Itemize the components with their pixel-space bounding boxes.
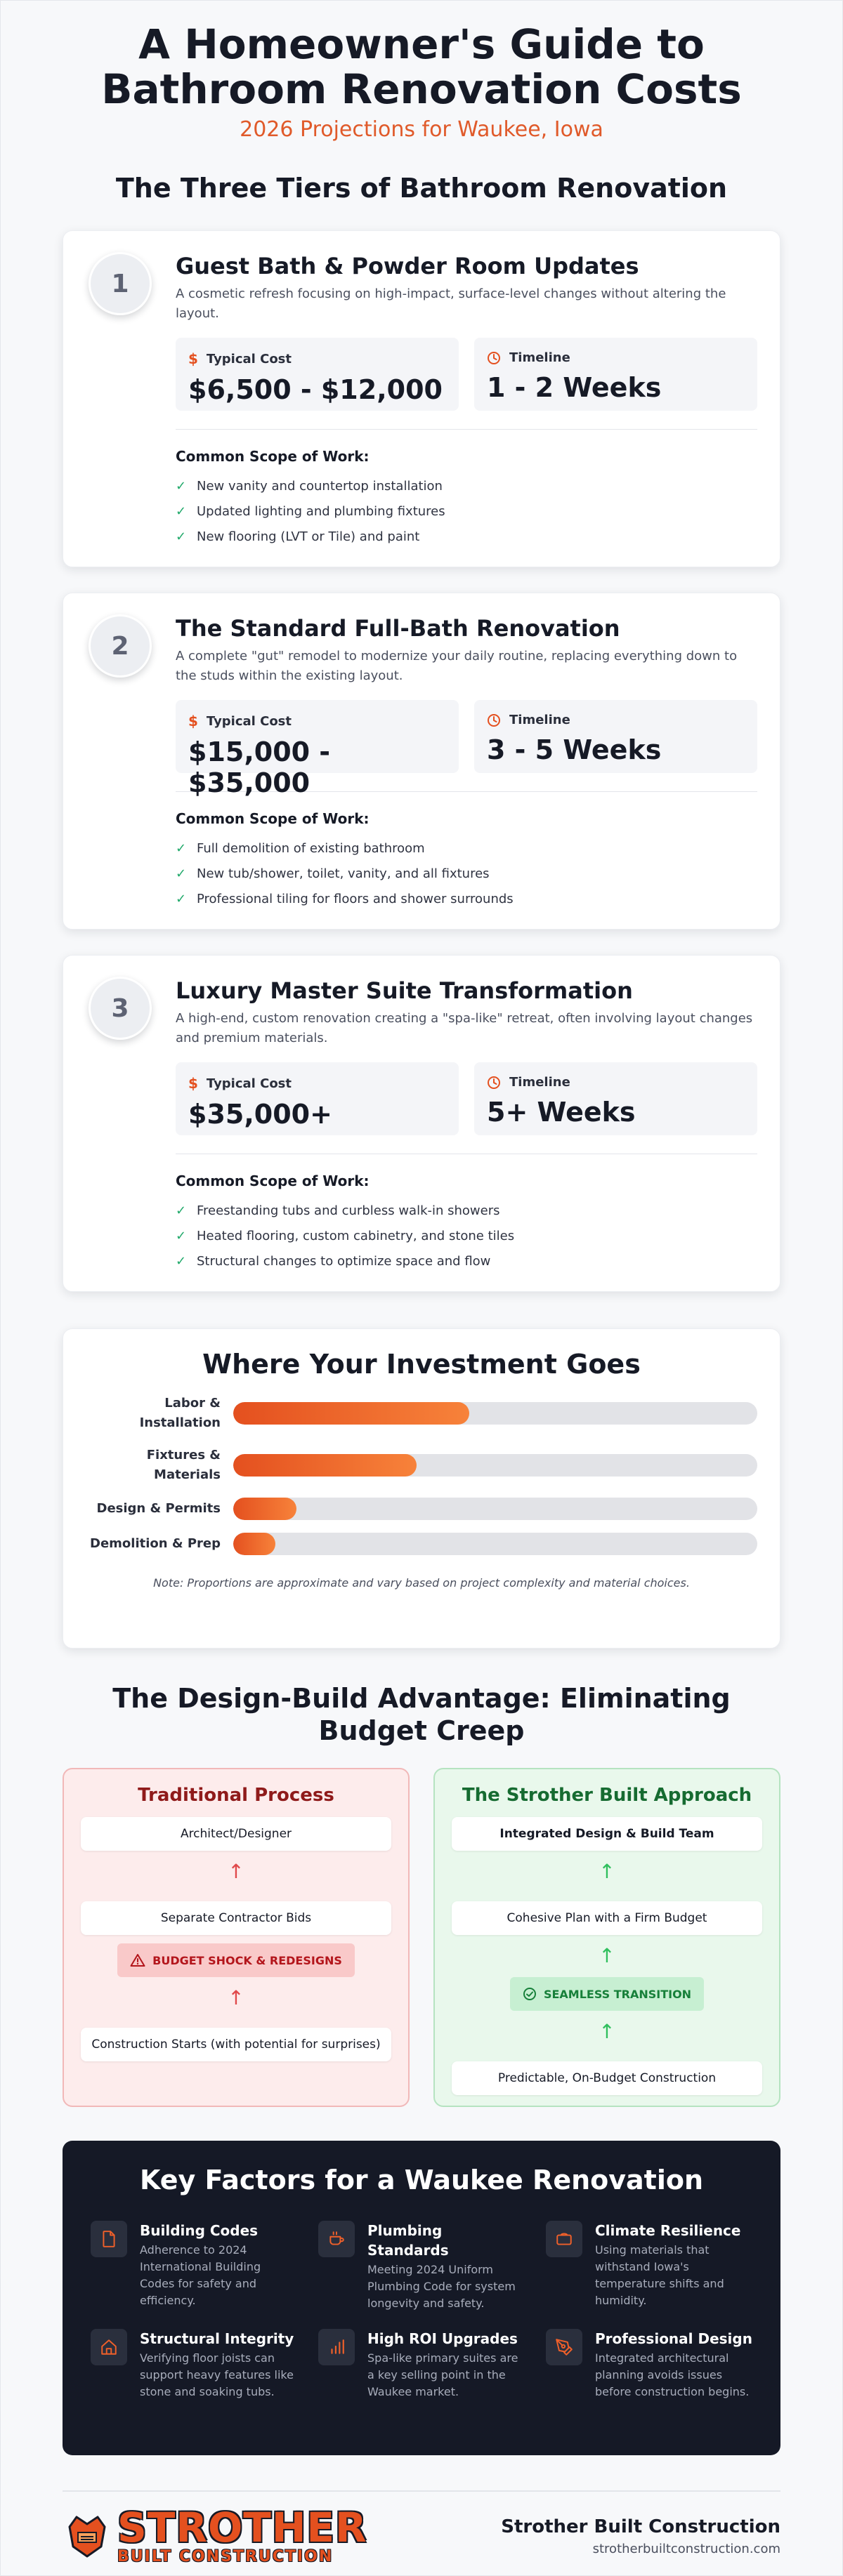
timeline-value: 1 - 2 Weeks [487, 372, 662, 403]
factor-item [546, 2221, 752, 2312]
investment-card [63, 1328, 780, 1649]
faucet-icon [327, 2230, 346, 2248]
dollar-icon: $ [188, 350, 198, 367]
page-subtitle: 2026 Projections for Waukee, Iowa [240, 117, 603, 142]
bar-fill [233, 1533, 275, 1555]
budget-shock-alert: BUDGET SHOCK & REDESIGNS [117, 1943, 355, 1977]
factor-item [91, 2221, 297, 2312]
scope-title: Common Scope of Work: [176, 810, 370, 827]
tier-description: A complete "gut" remodel to modernize your daily routine, replacing everything down to the studs within the existing layout. [176, 649, 738, 683]
tier-title: The Standard Full-Bath Renovation [176, 615, 620, 642]
factor-text: Meeting 2024 Uniform Plumbing Code for system longevity and safety. [367, 2263, 516, 2310]
arrow-up-icon: ↑ [599, 2020, 615, 2043]
arrow-up-icon: ↑ [228, 1860, 244, 1883]
list-item: ✓ Freestanding tubs and curbless walk-in showers [176, 1203, 500, 1218]
factor-text: Adherence to 2024 International Building Codes for safety and efficiency. [140, 2243, 261, 2307]
bar-track [233, 1454, 757, 1477]
company-logo [63, 2504, 367, 2565]
timeline-box [474, 700, 757, 773]
factors-grid [91, 2221, 752, 2400]
check-icon: ✓ [176, 478, 187, 494]
investment-title: Where Your Investment Goes [202, 1349, 641, 1380]
clock-icon [487, 1076, 501, 1090]
factor-title: Plumbing Standards [367, 2222, 449, 2259]
traditional-title: Traditional Process [138, 1785, 334, 1806]
company-info [501, 2516, 780, 2556]
process-step: Cohesive Plan with a Firm Budget [452, 1901, 762, 1935]
hero-header [63, 1, 780, 142]
cost-value: $6,500 - $12,000 [188, 374, 443, 405]
crest-logo-icon [63, 2511, 112, 2561]
comparison-columns [63, 1768, 780, 2107]
cost-value: $35,000+ [188, 1099, 332, 1130]
check-circle-icon [523, 1987, 537, 2001]
tier-card [63, 593, 780, 930]
tier-stats [176, 700, 757, 798]
scope-list [176, 473, 757, 549]
factor-text: Using materials that withstand Iowa's temperature shifts and humidity. [595, 2243, 724, 2307]
factor-item [318, 2221, 525, 2312]
process-step: Construction Starts (with potential for surprises) [81, 2028, 391, 2061]
factor-item [318, 2329, 525, 2400]
check-icon: ✓ [176, 866, 187, 881]
bar-label: Design & Permits [96, 1501, 221, 1516]
timeline-box [474, 1062, 757, 1135]
strother-title: The Strother Built Approach [462, 1785, 752, 1806]
dollar-icon: $ [188, 713, 198, 729]
bar-row [86, 1446, 757, 1485]
timeline-label: Timeline [509, 350, 570, 365]
strother-approach-panel [433, 1768, 780, 2107]
list-item: ✓ New flooring (LVT or Tile) and paint [176, 529, 420, 544]
company-name: Strother Built Construction [501, 2516, 780, 2537]
clock-icon [487, 713, 501, 727]
scope-list [176, 835, 757, 911]
cost-box [176, 1062, 459, 1135]
factor-item [91, 2329, 297, 2400]
factor-title: Climate Resilience [595, 2222, 741, 2239]
page-title: A Homeowner's Guide to Bathroom Renovation Costs [101, 20, 742, 113]
bar-fill [233, 1402, 469, 1425]
bar-track [233, 1533, 757, 1555]
bar-row [86, 1533, 757, 1555]
clock-icon [487, 351, 501, 365]
bar-row [86, 1498, 757, 1520]
tiers-section-title: The Three Tiers of Bathroom Renovation [115, 173, 728, 204]
check-icon: ✓ [176, 1253, 187, 1269]
key-factors-panel [63, 2141, 780, 2455]
factor-title: High ROI Upgrades [367, 2330, 518, 2347]
dollar-icon: $ [188, 1075, 198, 1092]
process-step: Separate Contractor Bids [81, 1901, 391, 1935]
tier-description: A high-end, custom renovation creating a "spa-like" retreat, often involving layout changes and premium materials. [176, 1011, 753, 1045]
key-factors-title: Key Factors for a Waukee Renovation [139, 2165, 704, 2195]
cost-box [176, 700, 459, 798]
logo-tagline: BUILT CONSTRUCTION [117, 2548, 334, 2565]
investment-note: Note: Proportions are approximate and vary based on project complexity and material choices. [153, 1576, 690, 1590]
cost-label: Typical Cost [206, 351, 292, 366]
pen-tool-icon [555, 2338, 573, 2356]
factor-item [546, 2329, 752, 2400]
tier-stats [176, 1062, 757, 1135]
cost-box [176, 338, 459, 411]
check-icon: ✓ [176, 1228, 187, 1243]
footer [63, 2490, 780, 2565]
divider [176, 429, 757, 430]
bar-label: Fixtures & Materials [146, 1448, 221, 1482]
check-icon: ✓ [176, 891, 187, 906]
tier-card [63, 955, 780, 1292]
check-icon: ✓ [176, 529, 187, 544]
cloud-icon [555, 2230, 573, 2248]
list-item: ✓ Structural changes to optimize space and flow [176, 1253, 491, 1269]
timeline-value: 5+ Weeks [487, 1097, 636, 1128]
bar-track [233, 1402, 757, 1425]
scope-list [176, 1198, 757, 1274]
logo-wordmark: STROTHER [117, 2504, 367, 2551]
tiers-list [63, 230, 780, 1292]
arrow-up-icon: ↑ [599, 1944, 615, 1967]
timeline-value: 3 - 5 Weeks [487, 734, 662, 765]
warning-icon [130, 1953, 145, 1967]
arrow-up-icon: ↑ [228, 1986, 244, 2009]
check-icon: ✓ [176, 840, 187, 856]
factor-text: Spa-like primary suites are a key selling point in the Waukee market. [367, 2351, 518, 2398]
cost-label: Typical Cost [206, 1076, 292, 1091]
timeline-box [474, 338, 757, 411]
check-icon: ✓ [176, 503, 187, 519]
seamless-transition-badge: SEAMLESS TRANSITION [510, 1977, 704, 2011]
check-icon: ✓ [176, 1203, 187, 1218]
timeline-label: Timeline [509, 713, 570, 727]
tier-number-badge: 3 [89, 977, 152, 1040]
factor-title: Professional Design [595, 2330, 752, 2347]
house-icon [100, 2338, 118, 2356]
bar-track [233, 1498, 757, 1520]
process-step: Integrated Design & Build Team [452, 1817, 762, 1851]
list-item: ✓ Heated flooring, custom cabinetry, and stone tiles [176, 1228, 515, 1243]
scope-title: Common Scope of Work: [176, 1173, 370, 1189]
tier-description: A cosmetic refresh focusing on high-impact, surface-level changes without altering the layout. [176, 286, 726, 321]
scope-title: Common Scope of Work: [176, 448, 370, 465]
arrow-up-icon: ↑ [599, 1860, 615, 1883]
list-item: ✓ Full demolition of existing bathroom [176, 840, 425, 856]
cost-label: Typical Cost [206, 713, 292, 729]
bar-fill [233, 1454, 417, 1477]
tier-number-badge: 2 [89, 614, 152, 678]
tier-card [63, 230, 780, 567]
factor-title: Structural Integrity [140, 2330, 294, 2347]
tier-title: Guest Bath & Powder Room Updates [176, 253, 639, 279]
tier-title: Luxury Master Suite Transformation [176, 977, 633, 1004]
document-icon [100, 2230, 118, 2248]
content [63, 1, 780, 2565]
timeline-label: Timeline [509, 1075, 570, 1090]
factor-title: Building Codes [140, 2222, 259, 2239]
design-build-title: The Design-Build Advantage: Eliminating Budget Creep [112, 1683, 731, 1746]
bar-fill [233, 1498, 296, 1520]
tier-number-badge: 1 [89, 252, 152, 315]
list-item: ✓ Updated lighting and plumbing fixtures [176, 503, 445, 519]
factor-text: Integrated architectural planning avoids issues before construction begins. [595, 2351, 750, 2398]
investment-bar-chart [86, 1394, 757, 1555]
process-step: Predictable, On-Budget Construction [452, 2061, 762, 2095]
bar-chart-icon [327, 2338, 346, 2356]
bar-row [86, 1394, 757, 1433]
process-step: Architect/Designer [81, 1817, 391, 1851]
bar-label: Labor & Installation [139, 1396, 221, 1430]
company-website[interactable]: strotherbuiltconstruction.com [592, 2541, 780, 2556]
bar-label: Demolition & Prep [90, 1536, 221, 1551]
list-item: ✓ New vanity and countertop installation [176, 478, 443, 494]
list-item: ✓ New tub/shower, toilet, vanity, and all fixtures [176, 866, 490, 881]
tier-stats [176, 338, 757, 411]
factor-text: Verifying floor joists can support heavy features like stone and soaking tubs. [140, 2351, 294, 2398]
list-item: ✓ Professional tiling for floors and shower surrounds [176, 891, 514, 906]
traditional-process-panel [63, 1768, 410, 2107]
cost-value: $15,000 - $35,000 [188, 737, 331, 798]
